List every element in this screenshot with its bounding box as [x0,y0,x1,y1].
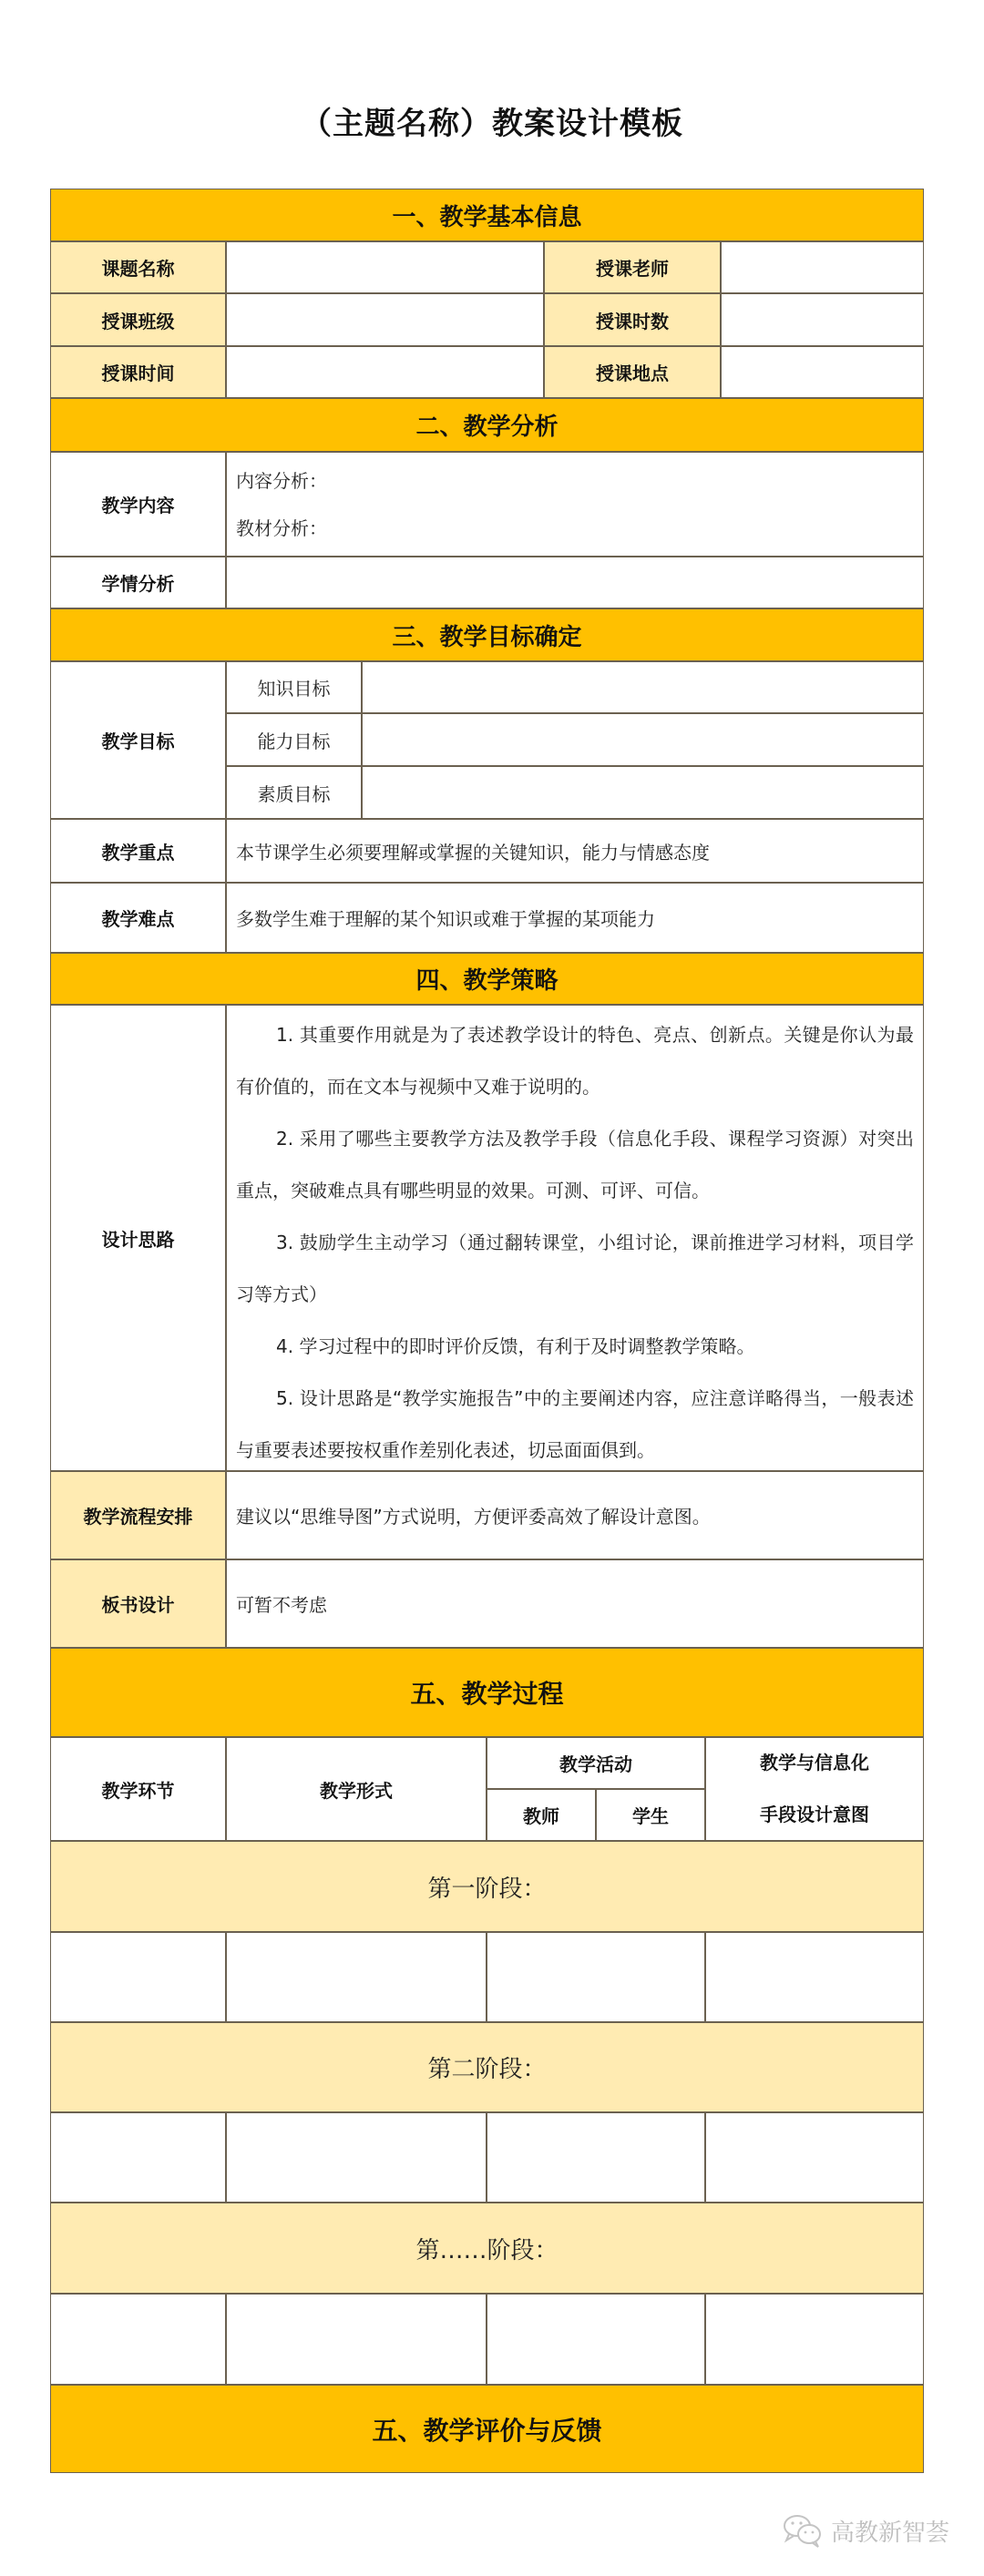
difficulties-field[interactable]: 多数学生难于理解的某个知识或难于掌握的某项能力 [226,883,924,953]
stage-3-form-cell[interactable] [226,2294,487,2385]
label-ability-objective: 能力目标 [226,713,362,766]
column-header-form: 教学形式 [226,1737,487,1841]
teaching-content-field[interactable] [226,452,924,557]
column-header-student: 学生 [596,1789,705,1841]
quality-objective-field[interactable] [362,766,924,819]
stage-2-intent-cell[interactable] [705,2112,924,2203]
label-board-design: 板书设计 [50,1559,226,1648]
section-header-process: 五、教学过程 [50,1648,924,1737]
stage-1-activity-cell[interactable] [487,1932,705,2022]
stage-2-step-cell[interactable] [50,2112,226,2203]
column-header-teacher: 教师 [487,1789,596,1841]
textbook-analysis-label: 教材分析： [236,516,327,539]
time-field[interactable] [226,346,544,398]
intent-line-1: 教学与信息化 [760,1752,869,1774]
design-paragraph: 5. 设计思路是“教学实施报告”中的主要阐述内容，应注意详略得当，一般表述与重要表述要按权重作差别化表述，切忌面面俱到。 [236,1387,914,1461]
intent-line-2: 手段设计意图 [760,1804,869,1825]
location-field[interactable] [721,346,924,398]
section-header-analysis: 二、教学分析 [50,398,924,452]
column-header-activity: 教学活动 [487,1737,705,1789]
stage-1-form-cell[interactable] [226,1932,487,2022]
stage-band-1: 第一阶段： [50,1841,924,1932]
label-difficulties: 教学难点 [50,883,226,953]
label-knowledge-objective: 知识目标 [226,661,362,713]
stage-3-step-cell[interactable] [50,2294,226,2385]
label-quality-objective: 素质目标 [226,766,362,819]
stage-3-intent-cell[interactable] [705,2294,924,2385]
stage-2-form-cell[interactable] [226,2112,487,2203]
label-location: 授课地点 [544,346,721,398]
design-paragraph: 4. 学习过程中的即时评价反馈，有利于及时调整教学策略。 [276,1335,755,1357]
label-teaching-content: 教学内容 [50,452,226,557]
design-paragraph: 1. 其重要作用就是为了表述教学设计的特色、亮点、创新点。关键是你认为最有价值的，而在文本与视频中又难于说明的。 [236,1024,914,1098]
section-header-objectives: 三、教学目标确定 [50,608,924,661]
design-paragraph: 2. 采用了哪些主要教学方法及教学手段（信息化手段、课程学习资源）对突出重点，突破难点具有哪些明显的效果。可测、可评、可信。 [236,1128,914,1201]
watermark [782,2510,949,2550]
section-header-evaluation: 五、教学评价与反馈 [50,2385,924,2473]
stage-1-intent-cell[interactable] [705,1932,924,2022]
stage-3-activity-cell[interactable] [487,2294,705,2385]
label-learner-analysis: 学情分析 [50,557,226,608]
design-ideas-text [227,1009,923,1477]
knowledge-objective-field[interactable] [362,661,924,713]
key-points-field[interactable]: 本节课学生必须要理解或掌握的关键知识，能力与情感态度 [226,819,924,883]
section-header-strategy: 四、教学策略 [50,953,924,1005]
teacher-field[interactable] [721,241,924,293]
course-title-field[interactable] [226,241,544,293]
ability-objective-field[interactable] [362,713,924,766]
label-hours: 授课时数 [544,293,721,346]
stage-1-step-cell[interactable] [50,1932,226,2022]
section-header-basic-info: 一、教学基本信息 [50,189,924,241]
stage-band-2: 第二阶段： [50,2022,924,2112]
watermark-text: 高教新智荟 [831,2519,950,2547]
stage-2-activity-cell[interactable] [487,2112,705,2203]
wechat-icon [782,2512,824,2549]
stage-band-3: 第……阶段： [50,2203,924,2294]
label-design-ideas: 设计思路 [50,1005,226,1471]
label-course-title: 课题名称 [50,241,226,293]
design-paragraph: 3. 鼓励学生主动学习（通过翻转课堂，小组讨论，课前推进学习材料，项目学习等方式） [236,1232,914,1305]
label-time: 授课时间 [50,346,226,398]
content-analysis-label: 内容分析： [236,469,327,492]
hours-field[interactable] [721,293,924,346]
class-field[interactable] [226,293,544,346]
page-title: （主题名称）教案设计模板 [301,106,683,142]
label-teaching-flow: 教学流程安排 [50,1471,226,1559]
label-teaching-objectives: 教学目标 [50,661,226,819]
label-key-points: 教学重点 [50,819,226,883]
label-class: 授课班级 [50,293,226,346]
teaching-flow-field[interactable]: 建议以“思维导图”方式说明，方便评委高效了解设计意图。 [226,1471,924,1559]
learner-analysis-field[interactable] [226,557,924,608]
column-header-intent [705,1737,924,1841]
board-design-field[interactable]: 可暂不考虑 [226,1559,924,1648]
column-header-stage: 教学环节 [50,1737,226,1841]
label-teacher: 授课老师 [544,241,721,293]
